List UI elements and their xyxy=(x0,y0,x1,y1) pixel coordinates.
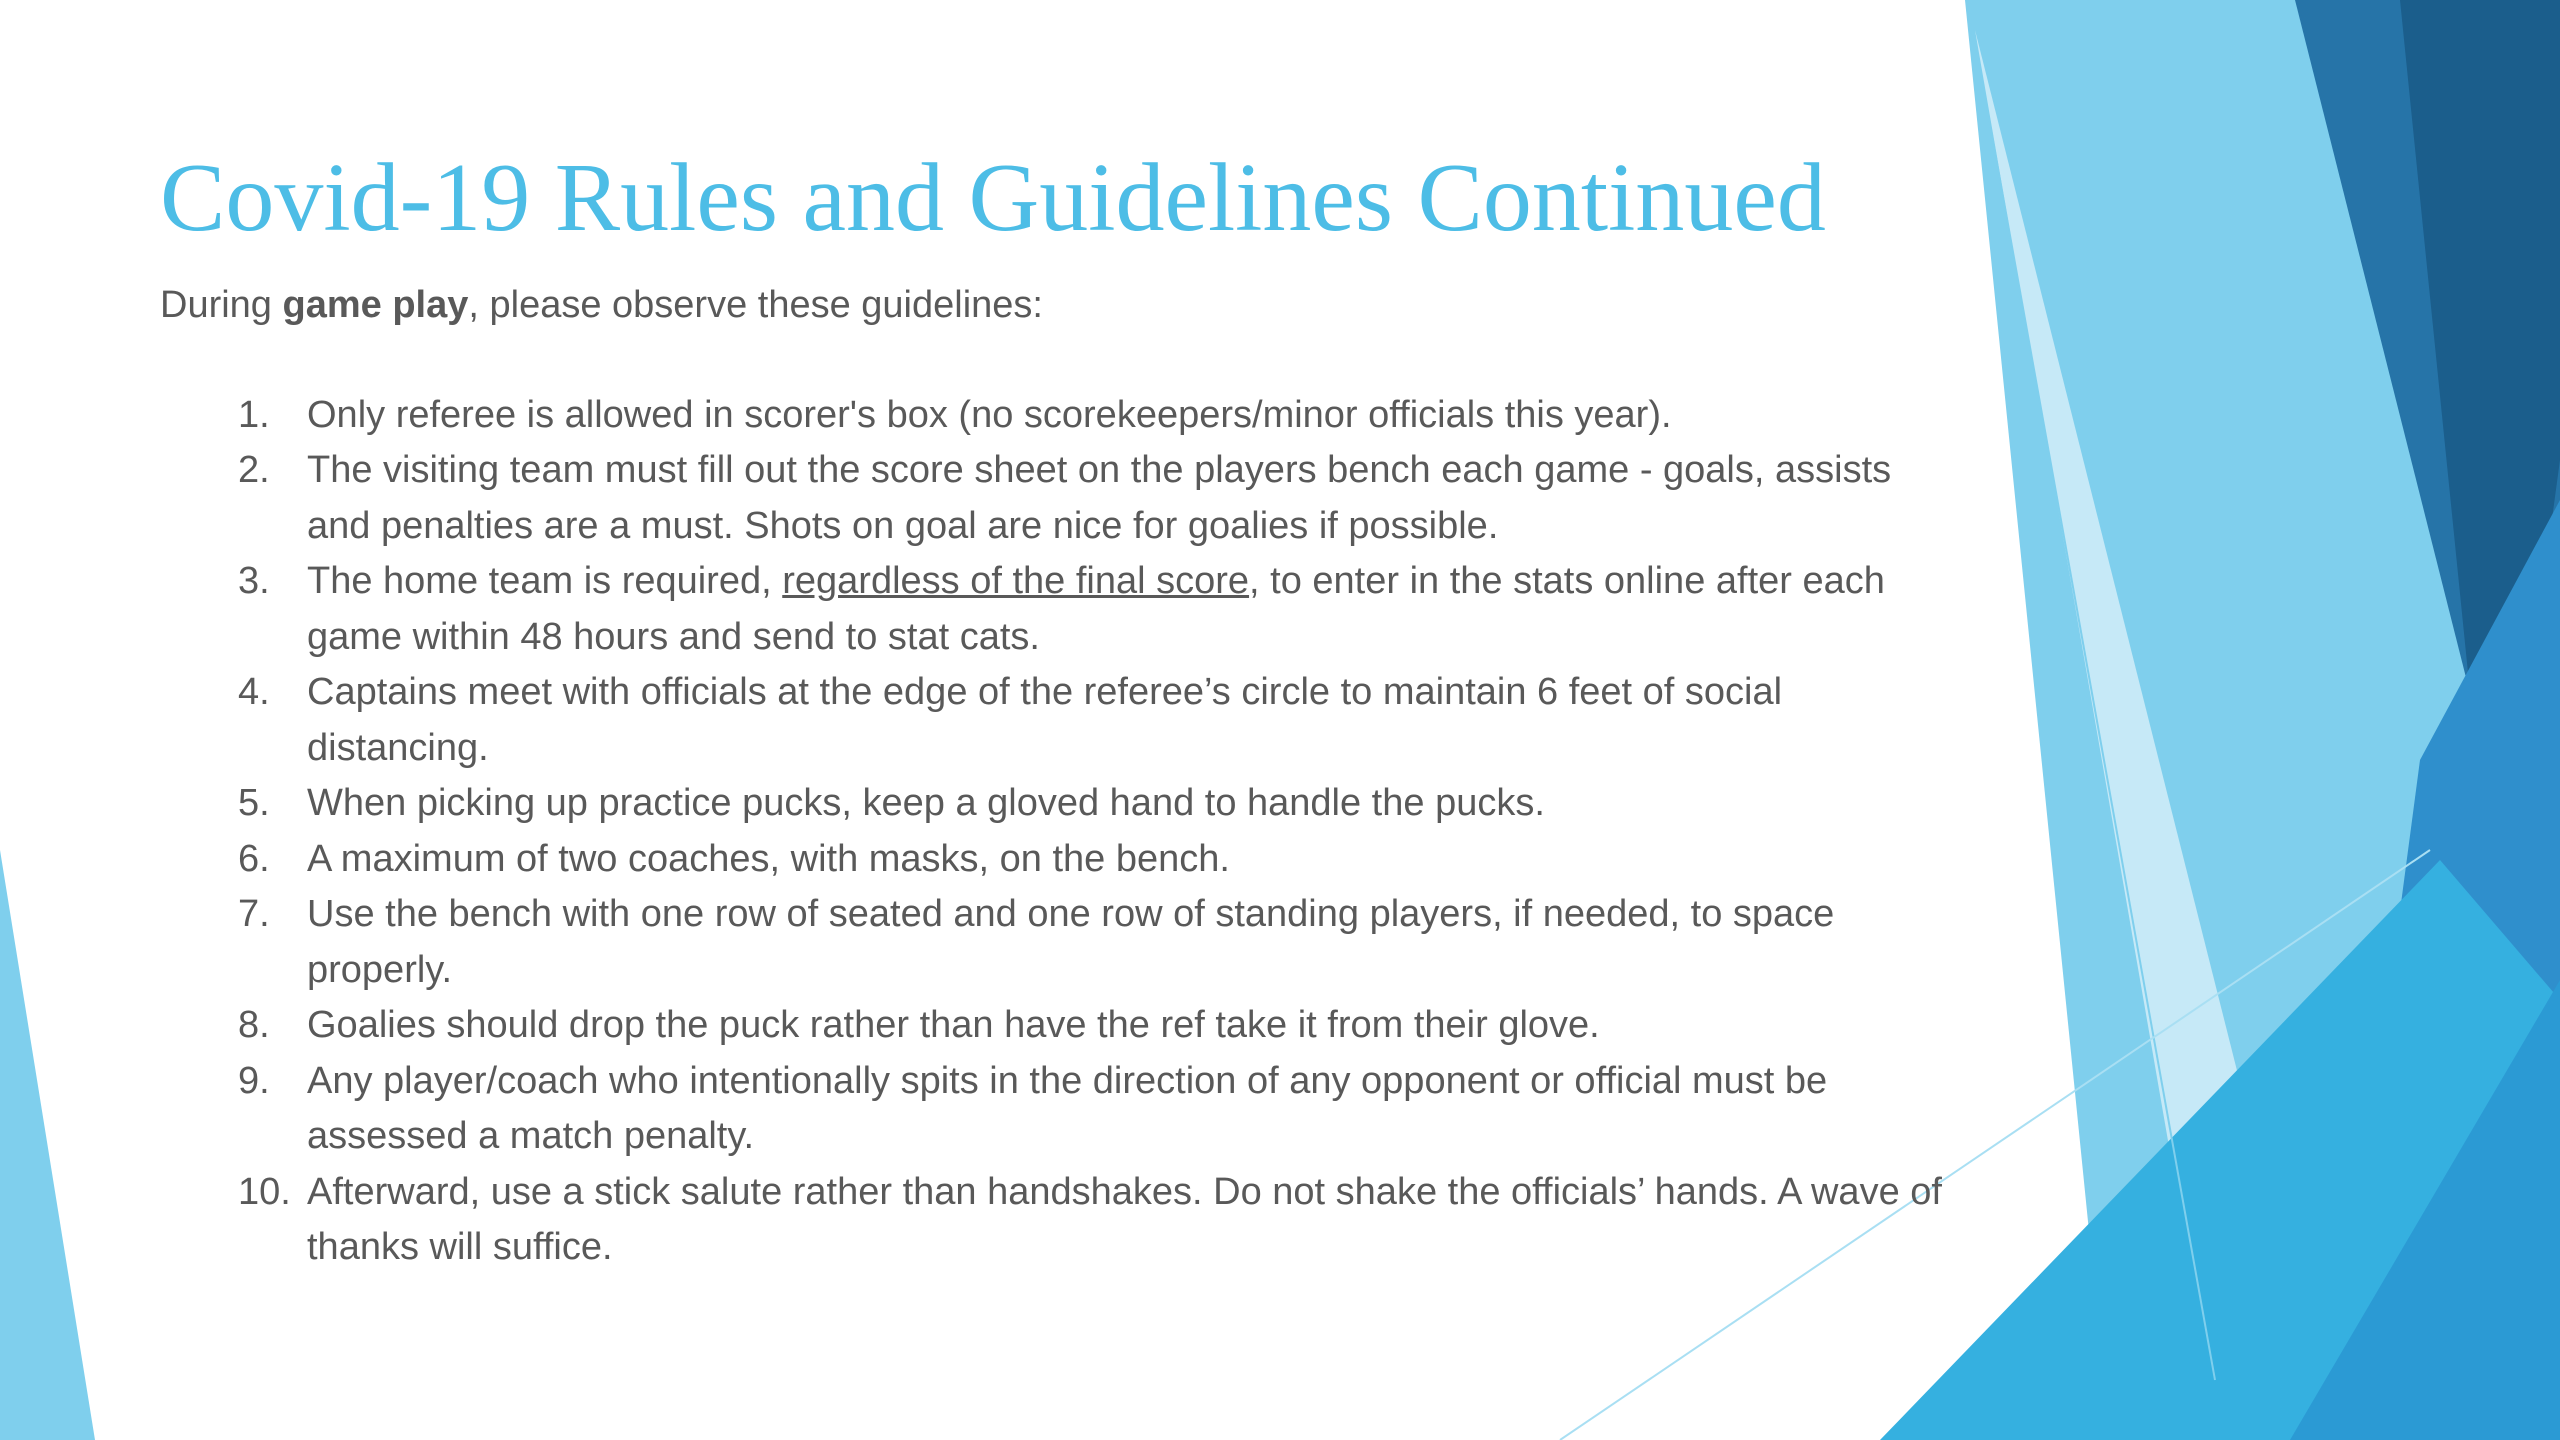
rule-text: Only referee is allowed in scorer's box (no scorekeepers/minor officials this year). xyxy=(307,393,1672,436)
intro-text xyxy=(160,278,1950,334)
rule-number: 3. xyxy=(238,560,270,602)
rule-text xyxy=(307,560,1885,658)
rule-item xyxy=(160,832,1950,888)
rule-item xyxy=(160,1054,1950,1165)
slide-body xyxy=(160,278,1950,1276)
rule-number: 5. xyxy=(238,782,270,824)
rule-text: Any player/coach who intentionally spits in the direction of any opponent or official must be assessed a match penalty. xyxy=(307,1059,1828,1157)
rule-number: 2. xyxy=(238,449,270,491)
rule-item xyxy=(160,998,1950,1054)
rule-number: 4. xyxy=(238,671,270,713)
rule-item xyxy=(160,887,1950,998)
slide-title: Covid-19 Rules and Guidelines Continued xyxy=(160,144,1826,252)
rule-number: 8. xyxy=(238,1004,270,1046)
rule-item xyxy=(160,776,1950,832)
rule-text: A maximum of two coaches, with masks, on the bench. xyxy=(307,837,1230,880)
facet-left-edge xyxy=(0,850,95,1440)
rule-text: Captains meet with officials at the edge of the referee’s circle to maintain 6 feet of social distancing. xyxy=(307,671,1783,769)
intro-bold: game play xyxy=(282,284,469,326)
rule-number: 1. xyxy=(238,393,270,436)
rule-item xyxy=(160,554,1950,665)
rule-text: Use the bench with one row of seated and one row of standing players, if needed, to space properly. xyxy=(307,893,1835,991)
rule-item xyxy=(160,665,1950,776)
rule-text: The visiting team must fill out the score sheet on the players bench each game - goals, assists and penalties are a must. Shots on goal are nice for goalies if possible. xyxy=(307,449,1892,547)
rule-text: When picking up practice pucks, keep a gloved hand to handle the pucks. xyxy=(307,782,1545,824)
intro-before: During xyxy=(160,284,283,326)
rule-number: 10. xyxy=(238,1170,291,1213)
rule-text-before: The home team is required, xyxy=(307,560,783,602)
rule-number: 6. xyxy=(238,837,270,880)
rule-item xyxy=(160,1165,1950,1276)
rule-text: Goalies should drop the puck rather than have the ref take it from their glove. xyxy=(307,1004,1600,1046)
rule-text-underlined: regardless of the final score xyxy=(782,560,1250,602)
intro-after: , please observe these guidelines: xyxy=(468,284,1043,326)
rules-list xyxy=(160,388,1950,1276)
rule-text-after: , to enter in the stats online after each game within 48 hours and send to stat cats. xyxy=(307,560,1885,658)
rule-number: 9. xyxy=(238,1059,270,1102)
rule-text: Afterward, use a stick salute rather than handshakes. Do not shake the officials’ hands. A wave of thanks will suffice. xyxy=(307,1170,1942,1268)
rule-number: 7. xyxy=(238,893,270,935)
rule-item xyxy=(160,443,1950,554)
rule-item xyxy=(160,388,1950,444)
